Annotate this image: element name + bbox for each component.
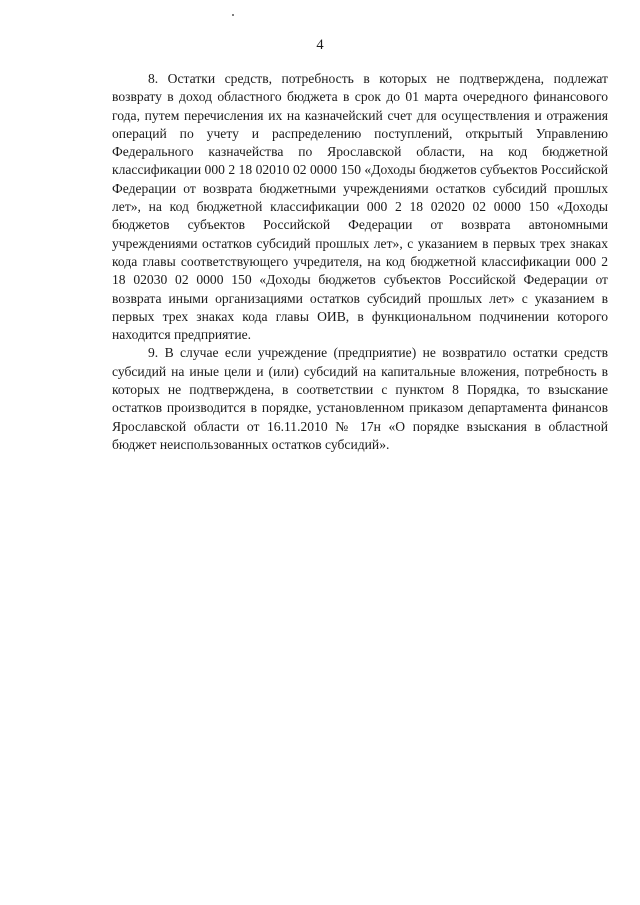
- document-body: [112, 70, 608, 454]
- paragraph-9: 9. В случае если учреждение (предприятие) не возвратило остатки средств субсидий на иные цели и (или) субсидий на капитальные вложения, потребность в которых не подтверждена, в соответствии с пунктом 8 Порядка, то взыскание остатков производится в порядке, установленном приказом департамента финансов Ярославской области от 16.11.2010 № 17н «О порядке взыскания в областной бюджет неиспользованных остатков субсидий».: [112, 345, 608, 452]
- paragraph-8: 8. Остатки средств, потребность в которых не подтверждена, подлежат возврату в доход областного бюджета в срок до 01 марта очередного финансового года, путем перечисления их на казначейский счет для осуществления и отражения операций по учету и распределению поступлений, открытый Управлению Федерального казначейства по Ярославской области, на код бюджетной классификации 000 2 18 02010 02 0000 150 «Доходы бюджетов субъектов Российской Федерации от возврата бюджетными учреждениями остатков субсидий прошлых лет», на код бюджетной классификации 000 2 18 02020 02 0000 150 «Доходы бюджетов субъектов Российской Федерации от возврата автономными учреждениями остатков субсидий прошлых лет», с указанием в первых трех знаках кода главы соответствующего учредителя, на код бюджетной классификации 000 2 18 02030 02 0000 150 «Доходы бюджетов субъектов Российской Федерации от возврата иными организациями остатков субсидий прошлых лет» с указанием в первых трех знаках кода главы ОИВ, в функциональном подчинении которого находится предприятие.: [112, 71, 608, 343]
- page-number: 4: [316, 37, 324, 53]
- scan-speck: [232, 14, 234, 16]
